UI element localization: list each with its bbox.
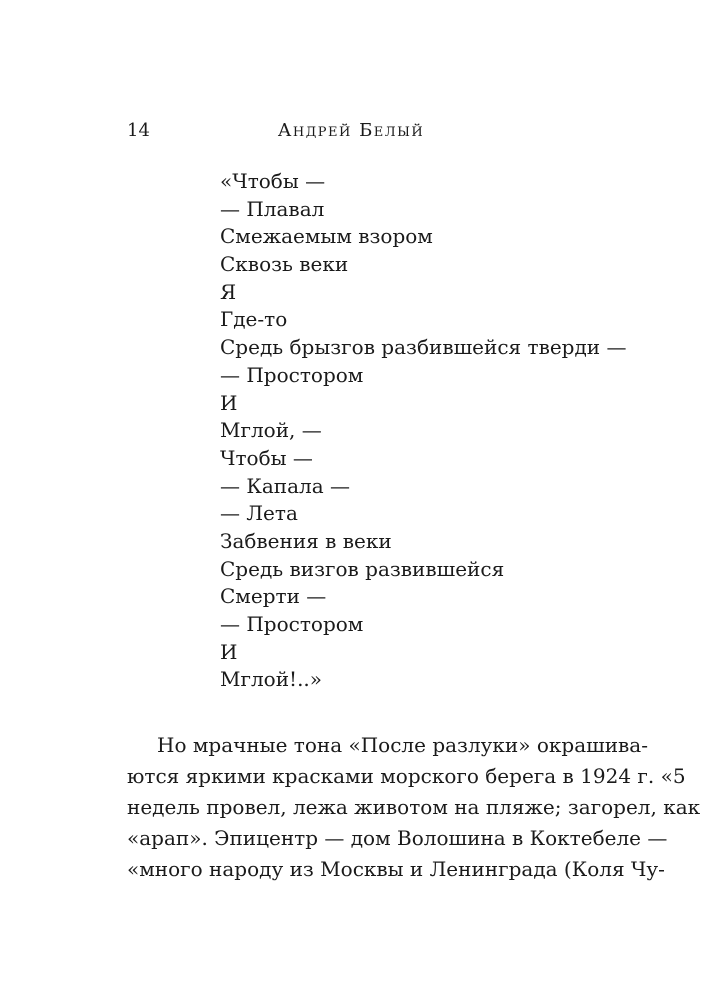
poem-line: — Простором	[220, 612, 364, 636]
body-line: ются яркими красками морского берега в 1924 г. «5	[127, 764, 686, 788]
poem-line: Средь визгов развившейся	[220, 556, 505, 581]
body-line: «арап». Эпицентр — дом Волошина в Коктебеле —	[127, 826, 668, 850]
running-head	[127, 118, 575, 144]
poem-line: Мглой!..»	[220, 667, 323, 692]
poem-line: Мглой, —	[220, 418, 322, 443]
poem-line: Смежаемым взором	[220, 224, 433, 249]
poem-quote	[220, 168, 660, 694]
poem-line: И	[220, 639, 238, 664]
body-paragraph	[127, 730, 701, 885]
poem-line: Где-то	[220, 307, 288, 332]
poem-line: «Чтобы —	[220, 169, 326, 193]
body-line: Но мрачные тона «После разлуки» окрашива-	[157, 733, 648, 757]
poem-line: Смерти —	[220, 584, 327, 609]
body-line: недель провел, лежа животом на пляже; загорел, как	[127, 795, 701, 819]
poem-line: Я	[220, 279, 237, 304]
page-number: 14	[127, 120, 150, 141]
poem-line: Забвения в веки	[220, 528, 392, 553]
poem-line: — Лета	[220, 501, 298, 526]
poem-line: — Капала —	[220, 473, 350, 498]
poem-line: И	[220, 390, 238, 415]
poem-line: Сквозь веки	[220, 252, 349, 277]
body-line: «много народу из Москвы и Ленинграда (Коля Чу-	[127, 857, 665, 881]
poem-line: Средь брызгов разбившейся тверди —	[220, 335, 627, 360]
poem-line: — Простором	[220, 362, 364, 387]
running-title: Андрей Белый	[277, 120, 425, 141]
poem-line: — Плавал	[220, 196, 325, 221]
poem-line: Чтобы —	[220, 445, 313, 470]
